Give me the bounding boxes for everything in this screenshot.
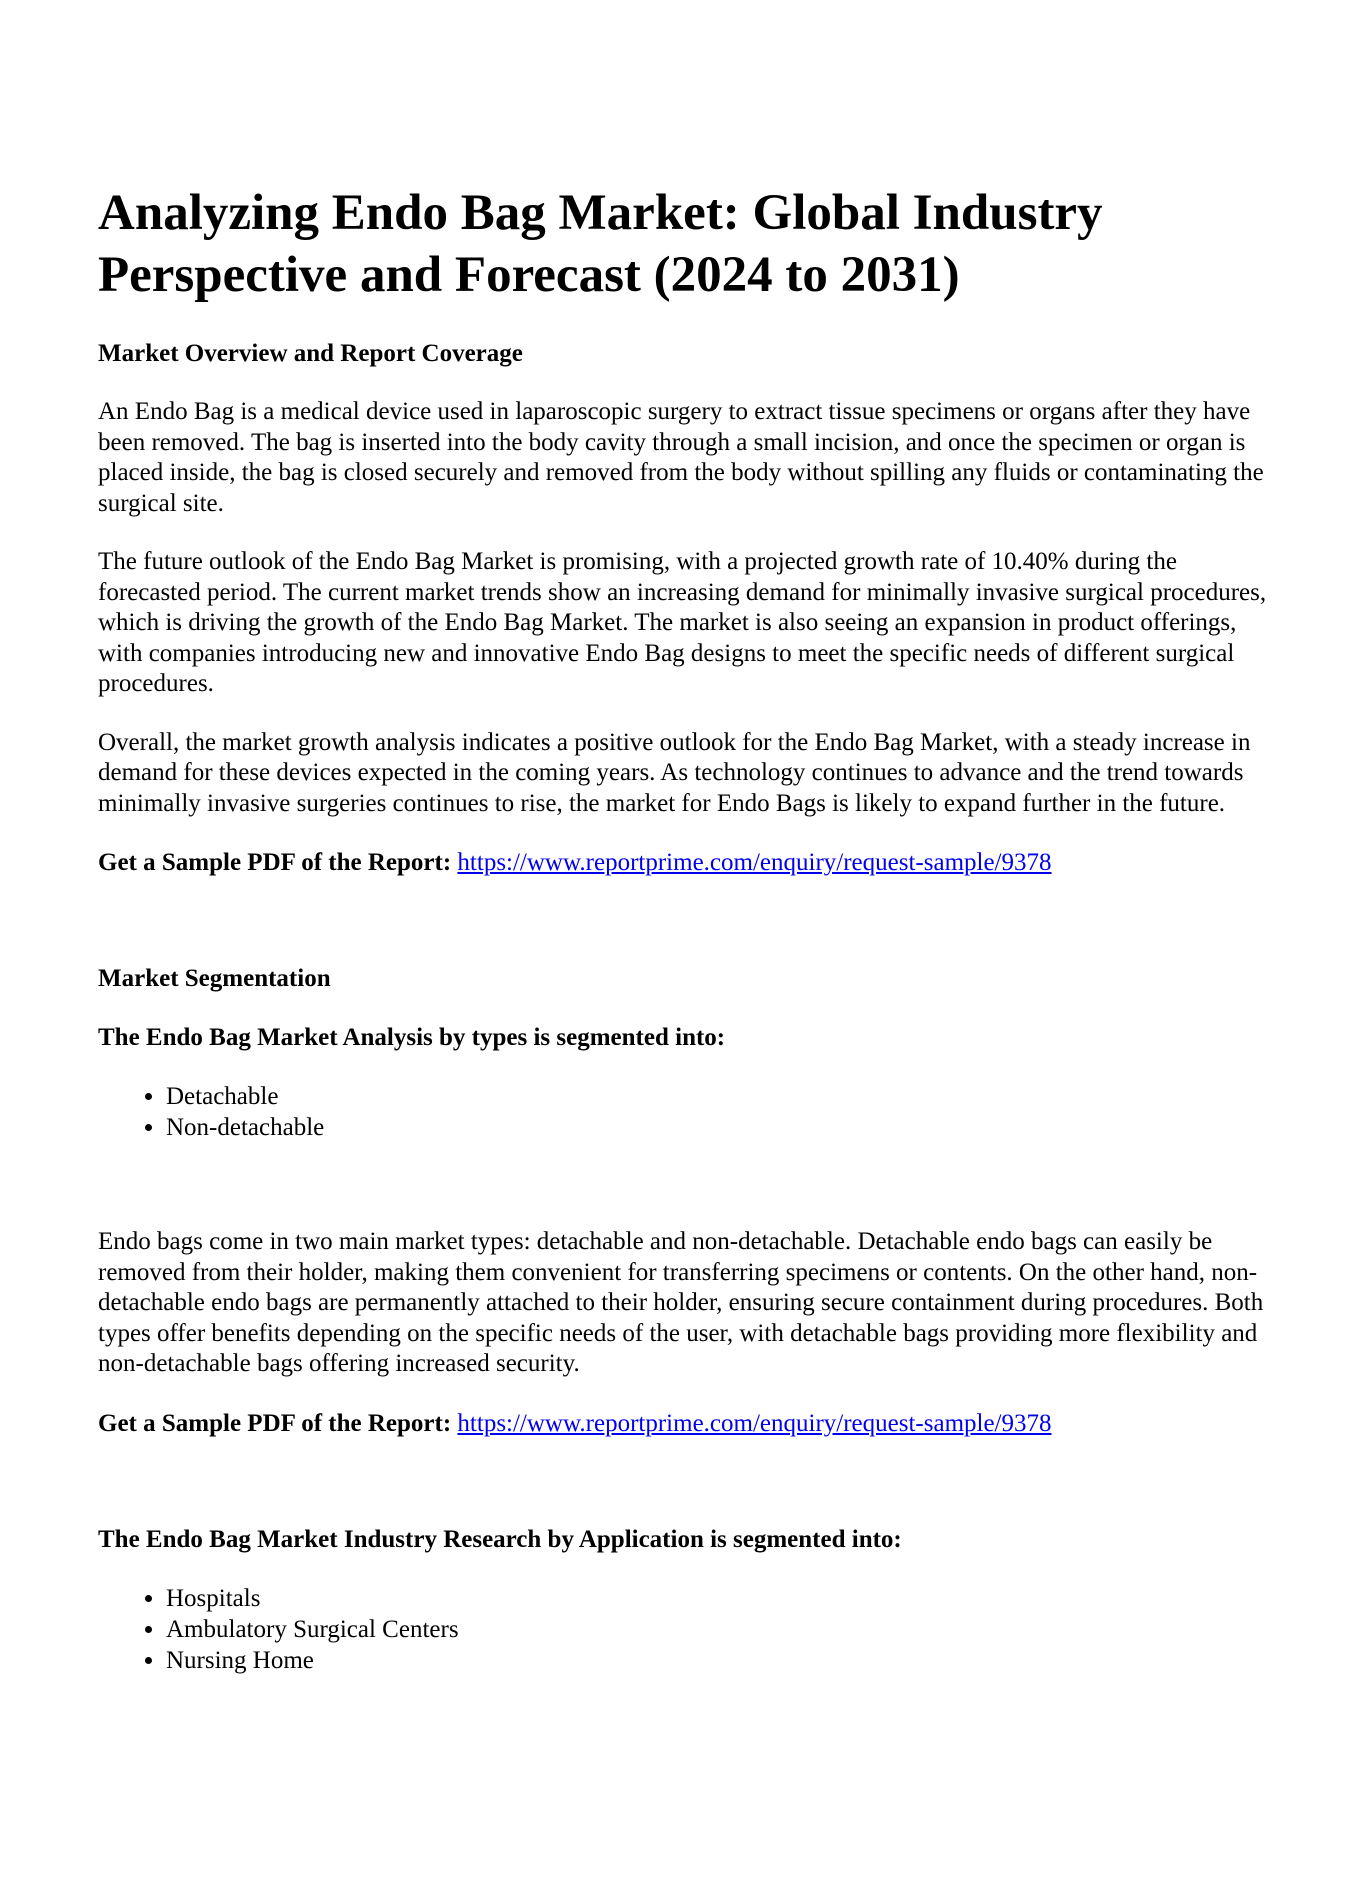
- list-item: • Ambulatory Surgical Centers: [166, 1614, 1268, 1645]
- applications-list: [98, 1583, 1268, 1676]
- page-title: Analyzing Endo Bag Market: Global Industry Perspective and Forecast (2024 to 2031): [98, 185, 1103, 303]
- list-item: • Hospitals: [166, 1583, 1268, 1614]
- spacer: [98, 878, 1268, 963]
- list-item: • Non-detachable: [166, 1112, 1268, 1143]
- segmentation-heading: Market Segmentation: [98, 965, 331, 992]
- overview-paragraph-2: The future outlook of the Endo Bag Market is promising, with a projected growth rate of 10.40% during the forecasted period. The current market trends show an increasing demand for minimally invasive surgical procedures, which is driving the growth of the Endo Bag Market. The market is also seeing an expansion in product offerings, with companies introducing new and innovative Endo Bag designs to meet the specific needs of different surgical procedures.: [98, 548, 1267, 697]
- types-list: [98, 1081, 1268, 1143]
- overview-heading: Market Overview and Report Coverage: [98, 340, 523, 367]
- overview-paragraph-1: An Endo Bag is a medical device used in laparoscopic surgery to extract tissue specimens or organs after they have been removed. The bag is inserted into the body cavity through a small incision, and once the specimen or organ is placed inside, the bag is closed securely and removed from the body without spilling any fluids or contaminating the surgical site.: [98, 398, 1264, 517]
- sample-pdf-line-1: [98, 847, 1268, 878]
- sample-pdf-line-2: [98, 1408, 1268, 1439]
- types-paragraph: Endo bags come in two main market types: detachable and non-detachable. Detachable endo bags can easily be removed from their holder, making them convenient for transferring specimens or contents. On the other hand, non-detachable endo bags are permanently attached to their holder, ensuring secure containment during procedures. Both types offer benefits depending on the specific needs of the user, with detachable bags providing more flexibility and non-detachable bags offering increased security.: [98, 1228, 1264, 1377]
- sample-pdf-link[interactable]: https://www.reportprime.com/enquiry/request-sample/9378: [457, 849, 1052, 876]
- list-item: • Detachable: [166, 1081, 1268, 1112]
- list-item: • Nursing Home: [166, 1645, 1268, 1676]
- overview-paragraph-3: Overall, the market growth analysis indicates a positive outlook for the Endo Bag Market, with a steady increase in demand for these devices expected in the coming years. As technology continues to advance and the trend towards minimally invasive surgeries continues to rise, the market for Endo Bags is likely to expand further in the future.: [98, 728, 1251, 817]
- sample-pdf-label: Get a Sample PDF of the Report:: [98, 1409, 452, 1437]
- types-heading: The Endo Bag Market Analysis by types is segmented into:: [98, 1024, 726, 1051]
- application-heading: The Endo Bag Market Industry Research by Application is segmented into:: [98, 1525, 902, 1553]
- spacer: [98, 1439, 1268, 1524]
- sample-pdf-link[interactable]: https://www.reportprime.com/enquiry/request-sample/9378: [457, 1409, 1052, 1437]
- sample-pdf-label: Get a Sample PDF of the Report:: [98, 849, 452, 876]
- spacer: [98, 1143, 1268, 1227]
- document-page: [98, 182, 1268, 1676]
